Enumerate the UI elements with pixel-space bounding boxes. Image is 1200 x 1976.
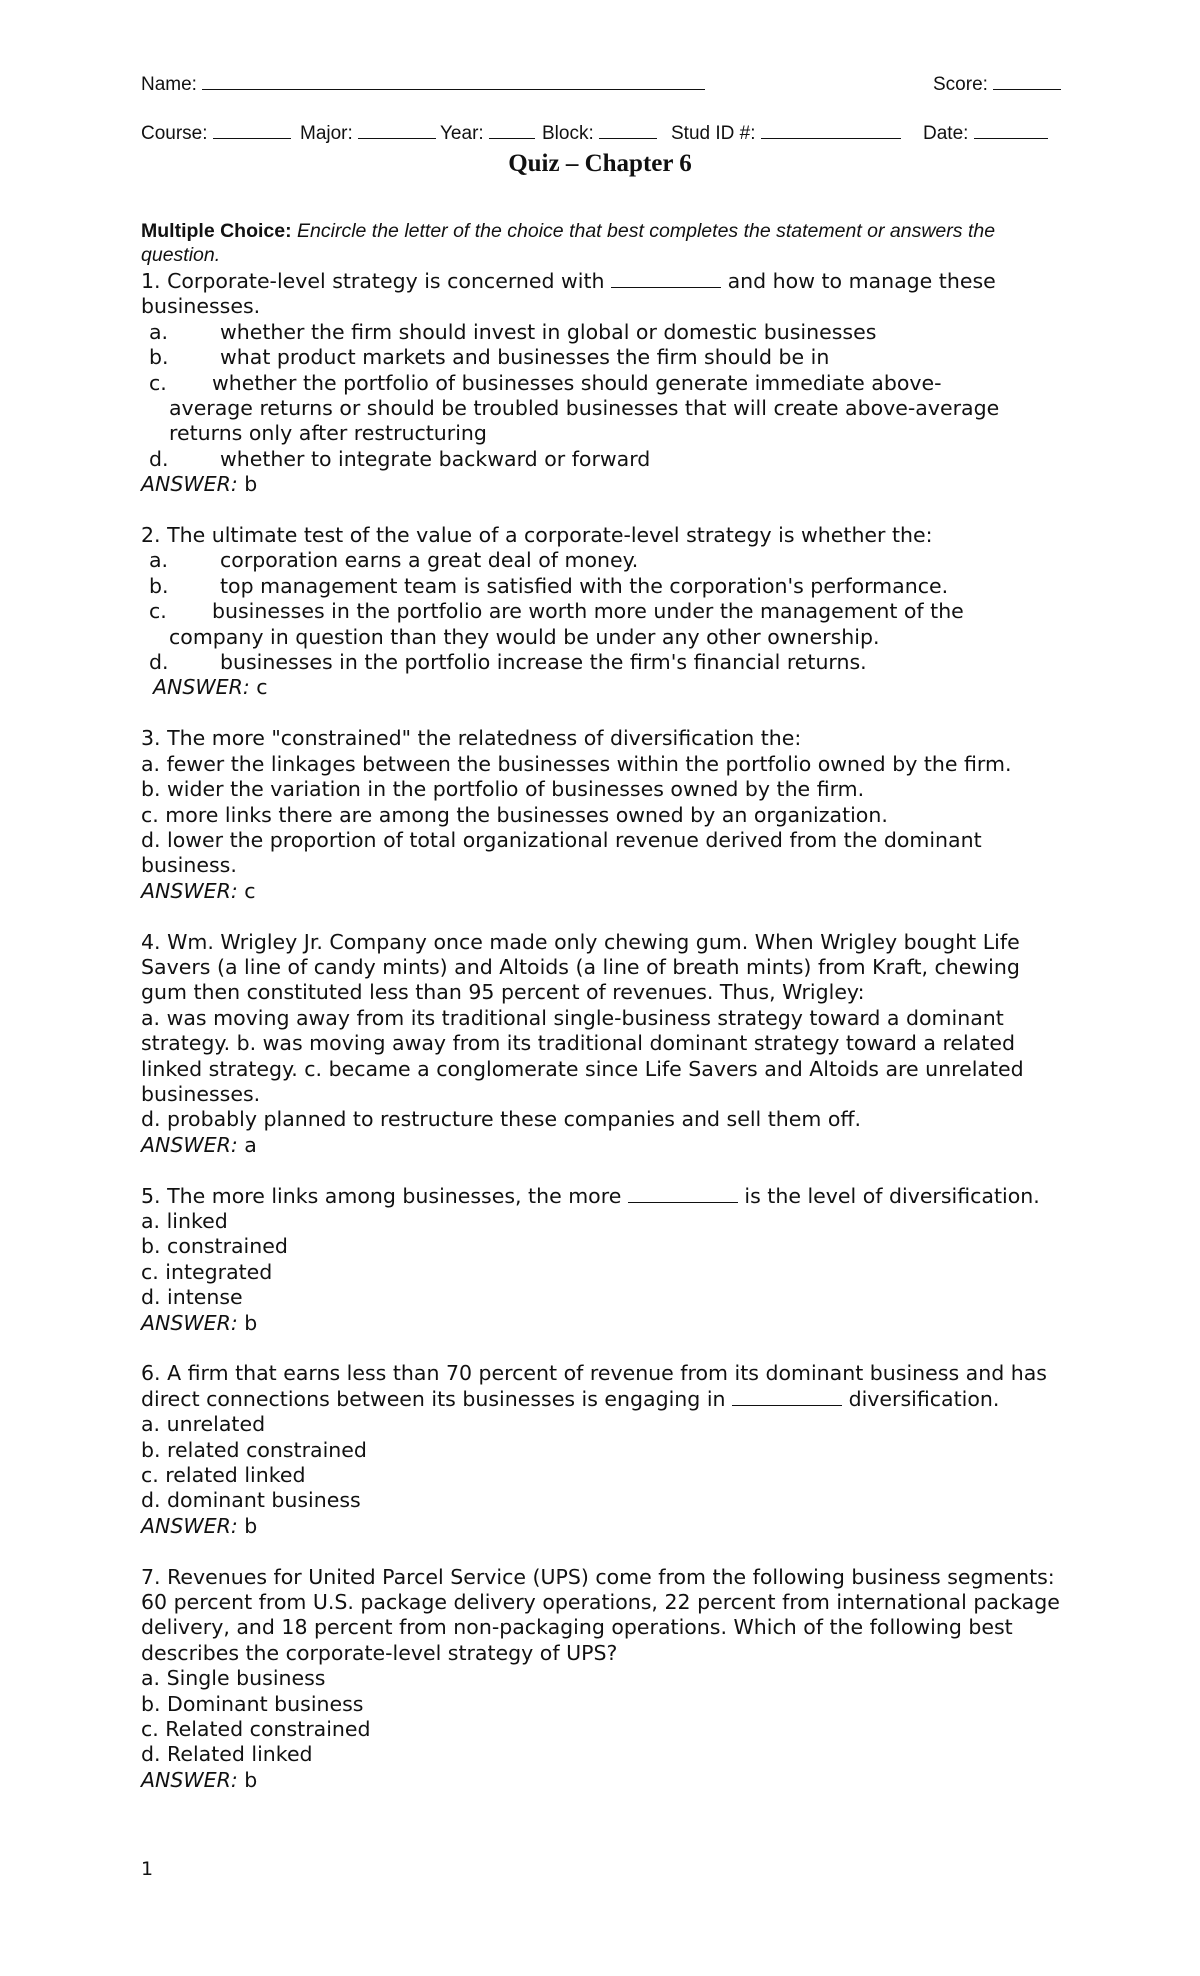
name-field <box>141 71 705 96</box>
studid-label: Stud ID #: <box>671 123 756 144</box>
option-a[interactable]: a. unrelated <box>141 1412 266 1437</box>
year-field <box>440 120 535 145</box>
quiz-content <box>141 219 1061 1819</box>
major-blank[interactable] <box>358 120 436 139</box>
name-blank[interactable] <box>202 71 705 90</box>
question-7 <box>141 1565 1061 1794</box>
question-stem: 3. The more "constrained" the relatedness of diversification the: <box>141 726 802 751</box>
option-d[interactable]: d. probably planned to restructure these companies and sell them off. <box>141 1107 862 1132</box>
option-a[interactable]: a. whether the firm should invest in global or domestic businesses <box>149 319 877 344</box>
answer-line: ANSWER: b <box>141 1513 258 1538</box>
option-d[interactable]: d. Related linked <box>141 1742 313 1767</box>
answer-blank <box>732 1387 842 1406</box>
answer-line: ANSWER: c <box>153 675 268 700</box>
question-6 <box>141 1361 1061 1539</box>
option-d[interactable]: d. whether to integrate backward or forward <box>149 446 651 471</box>
option-abc[interactable]: a. was moving away from its traditional single-business strategy toward a dominant strategy. b. was moving away from its traditional dominant strategy toward a related linked strategy. c. became a conglomerate since Life Savers and Altoids are unrelated businesses. <box>141 1005 1024 1106</box>
question-4 <box>141 930 1061 1159</box>
studid-field <box>671 120 901 145</box>
page-number: 1 <box>141 1858 154 1880</box>
option-d[interactable]: d. dominant business <box>141 1488 361 1513</box>
name-label: Name: <box>141 74 197 95</box>
year-blank[interactable] <box>489 120 535 139</box>
course-field <box>141 120 291 145</box>
block-label: Block: <box>542 123 594 144</box>
question-stem: 6. A firm that earns less than 70 percent of revenue from its dominant business and has direct connections between its businesses is engaging in diversification. <box>141 1361 1047 1411</box>
answer-line: ANSWER: b <box>141 1310 258 1335</box>
question-stem: 1. Corporate-level strategy is concerned with and how to manage these businesses. <box>141 269 996 319</box>
answer-line: ANSWER: b <box>141 1767 258 1792</box>
option-a[interactable]: a. linked <box>141 1208 228 1233</box>
question-3 <box>141 726 1061 904</box>
answer-line: ANSWER: b <box>141 472 258 497</box>
question-1 <box>141 269 1061 498</box>
year-label: Year: <box>440 123 484 144</box>
course-label: Course: <box>141 123 208 144</box>
date-field <box>923 120 1048 145</box>
option-b[interactable]: b. top management team is satisfied with the corporation's performance. <box>149 573 949 598</box>
date-blank[interactable] <box>974 120 1048 139</box>
question-2 <box>141 523 1061 701</box>
option-c[interactable]: c. more links there are among the businesses owned by an organization. <box>141 802 888 827</box>
instructions <box>141 219 1061 267</box>
option-b[interactable]: b. constrained <box>141 1234 288 1259</box>
score-label: Score: <box>933 74 988 95</box>
date-label: Date: <box>923 123 969 144</box>
option-c[interactable]: c. integrated <box>141 1259 273 1284</box>
option-c[interactable]: c. whether the portfolio of businesses should generate immediate above- average returns or should be troubled businesses that will create above-average returns only after restructuring <box>149 370 1000 446</box>
option-b[interactable]: b. what product markets and businesses the firm should be in <box>149 345 830 370</box>
option-b[interactable]: b. Dominant business <box>141 1691 364 1716</box>
question-stem: 2. The ultimate test of the value of a corporate-level strategy is whether the: <box>141 523 933 548</box>
option-a[interactable]: a. fewer the linkages between the businesses within the portfolio owned by the firm. <box>141 751 1012 776</box>
option-d[interactable]: d. lower the proportion of total organizational revenue derived from the dominant business. <box>141 827 982 878</box>
score-field <box>933 71 1061 96</box>
answer-line: ANSWER: c <box>141 878 256 903</box>
option-c[interactable]: c. Related constrained <box>141 1717 371 1742</box>
block-blank[interactable] <box>599 120 657 139</box>
option-b[interactable]: b. wider the variation in the portfolio of businesses owned by the firm. <box>141 777 865 802</box>
answer-blank <box>611 269 721 288</box>
instructions-text: Encircle the letter of the choice that best completes the statement or answers the question. <box>141 220 996 266</box>
instructions-heading: Multiple Choice: <box>141 220 292 242</box>
major-field <box>300 120 436 145</box>
option-a[interactable]: a. corporation earns a great deal of money. <box>149 548 639 573</box>
major-label: Major: <box>300 123 353 144</box>
question-stem: 7. Revenues for United Parcel Service (UPS) come from the following business segments: 60 percent from U.S. package delivery operations, 22 percent from international package delivery, and 18 percent from non-packaging operations. Which of the following best describes the corporate-level strategy of UPS? <box>141 1564 1060 1665</box>
option-d[interactable]: d. intense <box>141 1285 243 1310</box>
option-d[interactable]: d. businesses in the portfolio increase the firm's financial returns. <box>149 650 867 675</box>
studid-blank[interactable] <box>761 120 901 139</box>
answer-line: ANSWER: a <box>141 1132 257 1157</box>
question-5 <box>141 1184 1061 1336</box>
score-blank[interactable] <box>993 71 1061 90</box>
page-title: Quiz – Chapter 6 <box>508 150 692 177</box>
question-stem: 5. The more links among businesses, the more is the level of diversification. <box>141 1183 1040 1208</box>
option-c[interactable]: c. businesses in the portfolio are worth more under the management of the company in question than they would be under any other ownership. <box>149 599 964 649</box>
option-c[interactable]: c. related linked <box>141 1463 306 1488</box>
block-field <box>542 120 657 145</box>
option-a[interactable]: a. Single business <box>141 1666 326 1691</box>
answer-blank <box>628 1184 738 1203</box>
course-blank[interactable] <box>213 120 291 139</box>
option-b[interactable]: b. related constrained <box>141 1437 367 1462</box>
question-stem: 4. Wm. Wrigley Jr. Company once made only chewing gum. When Wrigley bought Life Savers (a line of candy mints) and Altoids (a line of breath mints) from Kraft, chewing gum then constituted less than 95 percent of revenues. Thus, Wrigley: <box>141 929 1020 1005</box>
